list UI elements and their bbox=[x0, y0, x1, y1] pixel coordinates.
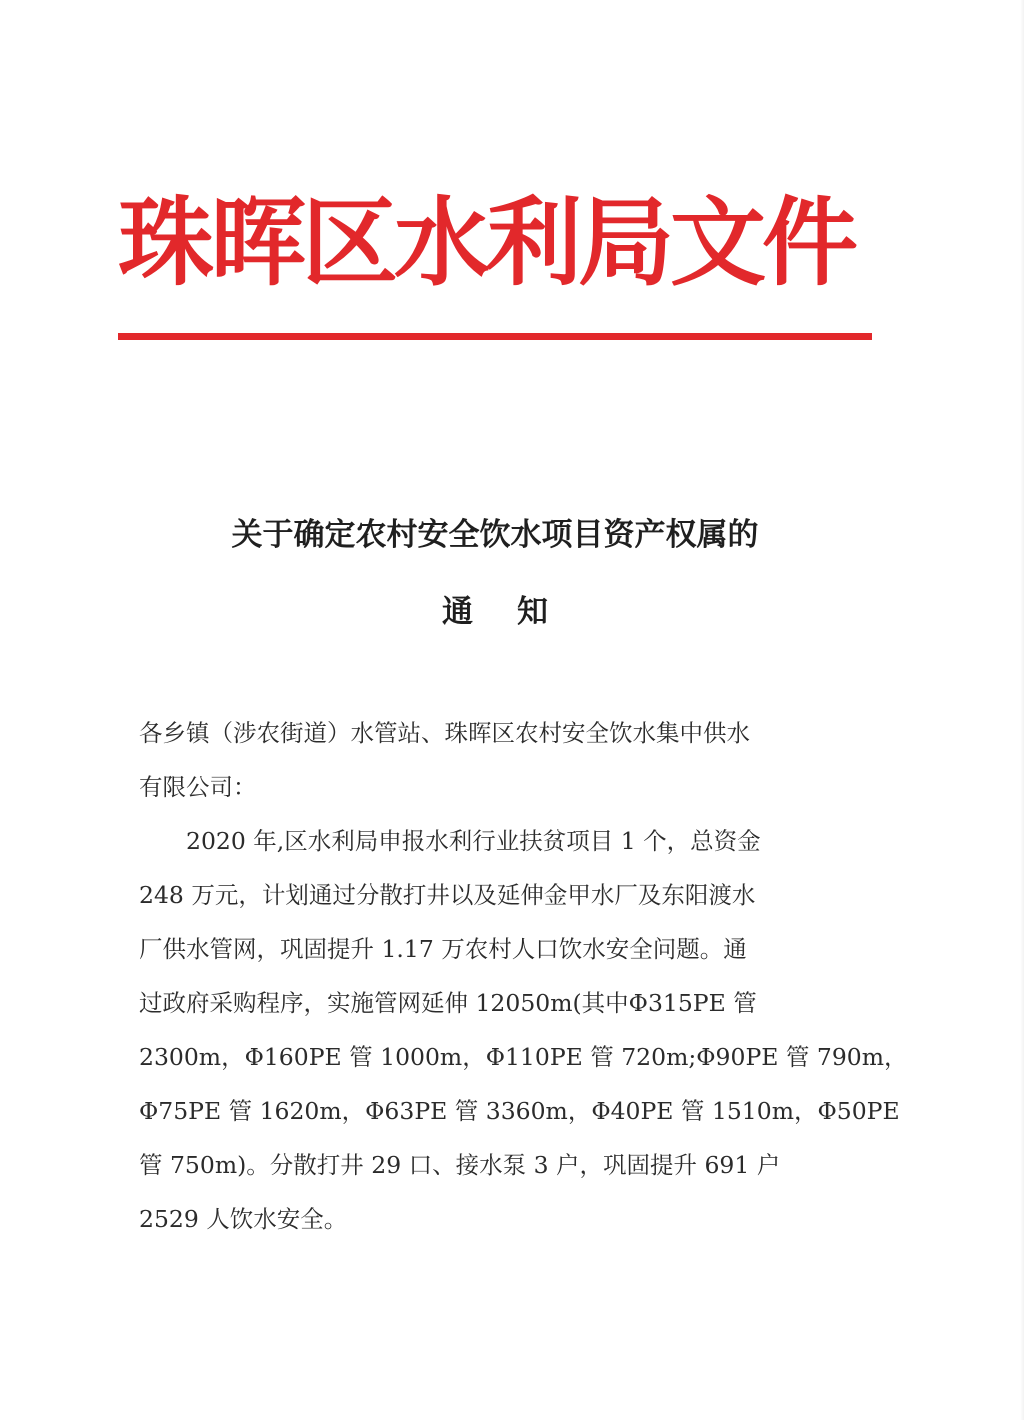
body-line: 248 万元，计划通过分散打井以及延伸金甲水厂及东阳渡水 bbox=[139, 881, 756, 909]
salutation-line: 有限公司： bbox=[139, 773, 257, 801]
document-header-title: 珠晖区水利局文件 bbox=[118, 187, 854, 299]
salutation-line: 各乡镇（涉农街道）水管站、珠晖区农村安全饮水集中供水 bbox=[139, 719, 750, 747]
salutation bbox=[139, 706, 839, 814]
body-line: 2020 年,区水利局申报水利行业扶贫项目 1 个，总资金 bbox=[186, 827, 761, 855]
document-title-line-1: 关于确定农村安全饮水项目资产权属的 bbox=[231, 517, 759, 553]
body-line: Φ75PE 管 1620m，Φ63PE 管 3360m，Φ40PE 管 1510m，Φ50PE bbox=[139, 1097, 900, 1125]
body-line: 过政府采购程序，实施管网延伸 12050m(其中Φ315PE 管 bbox=[139, 989, 757, 1017]
header-red-rule bbox=[118, 333, 872, 340]
document-body bbox=[139, 706, 908, 1246]
body-line: 管 750m)。分散打井 29 口、接水泵 3 户，巩固提升 691 户 bbox=[139, 1151, 781, 1179]
document-title-line-2: 通知 bbox=[442, 594, 592, 630]
body-paragraph bbox=[139, 814, 908, 1246]
body-line: 2300m，Φ160PE 管 1000m，Φ110PE 管 720m;Φ90PE 管 790m， bbox=[139, 1043, 908, 1071]
page-edge-shadow bbox=[1020, 0, 1024, 1420]
body-line: 2529 人饮水安全。 bbox=[139, 1205, 348, 1233]
body-line: 厂供水管网，巩固提升 1.17 万农村人口饮水安全问题。通 bbox=[139, 935, 747, 963]
